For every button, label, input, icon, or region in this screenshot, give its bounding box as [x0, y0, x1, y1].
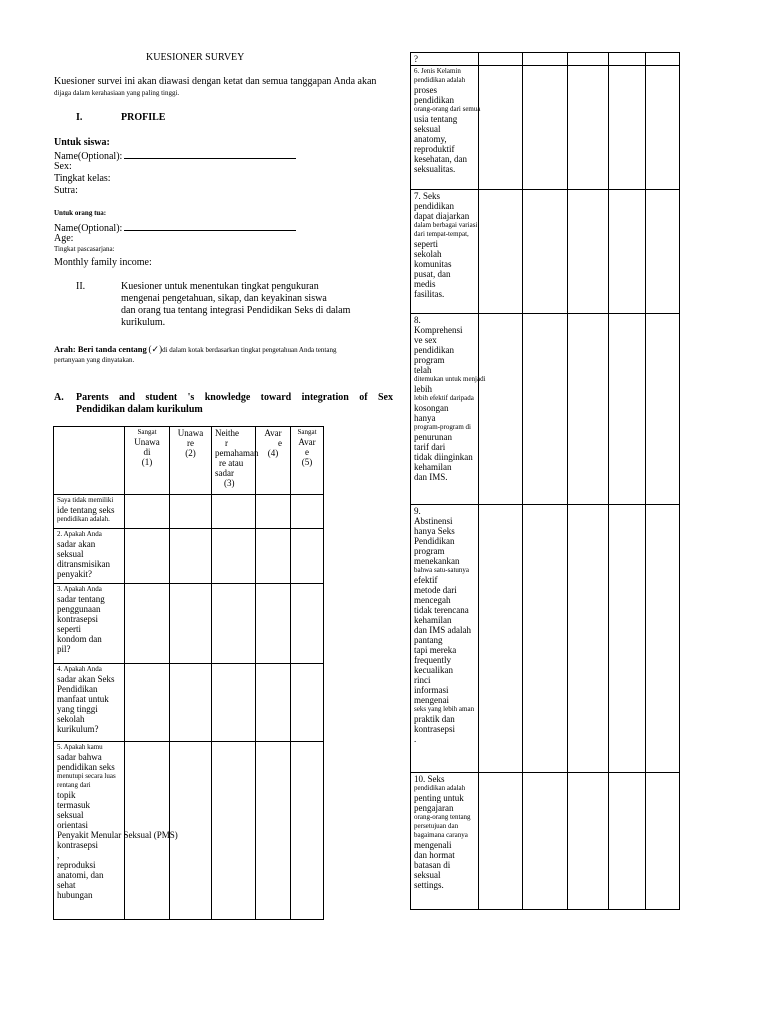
question-text: settings.	[414, 880, 444, 890]
question-text: Abstinensi	[414, 516, 453, 526]
students-heading: Untuk siswa:	[54, 137, 110, 148]
question-text: 2. Apakah Anda	[57, 530, 102, 538]
parents-heading: Untuk orang tua:	[54, 209, 107, 217]
table-row	[54, 529, 324, 584]
question-text: mengenai	[414, 695, 449, 705]
question-text: tapi mereka	[414, 645, 457, 655]
header-text: (3)	[224, 478, 235, 488]
answer-cell-5[interactable]	[646, 505, 680, 773]
question-text: penggunaan	[57, 604, 101, 614]
question-text: sadar akan Seks	[57, 674, 115, 684]
direction-text	[54, 345, 336, 355]
parent-name-field[interactable]	[54, 221, 296, 235]
question-text: sehat	[57, 880, 76, 890]
question-text: penting untuk	[414, 793, 464, 803]
question-text: pendidikan adalah.	[57, 515, 110, 523]
header-text: (4)	[267, 448, 279, 458]
answer-cell-2[interactable]	[170, 529, 212, 584]
question-text: orang-orang dari semua	[414, 105, 481, 113]
question-cell	[54, 584, 125, 664]
question-cell	[54, 664, 125, 742]
answer-cell-4[interactable]	[609, 53, 646, 66]
question-text: reproduksi	[57, 860, 96, 870]
question-text: sadar bahwa	[57, 752, 102, 762]
question-text: Komprehensi	[414, 325, 463, 335]
question-text: 6. Jenis Kelamin	[414, 67, 461, 75]
question-text: medis	[414, 279, 436, 289]
question-text: proses	[414, 85, 437, 95]
header-aware	[256, 427, 291, 495]
knowledge-table-continued	[410, 52, 680, 910]
section-2-line-4: kurikulum.	[121, 317, 166, 328]
answer-cell-2[interactable]	[523, 314, 568, 505]
header-text: Avar	[264, 428, 282, 438]
question-text: seksual	[414, 124, 441, 134]
question-text: bagaimana caranya	[414, 831, 468, 839]
question-text: pendidikan seks	[57, 762, 115, 772]
answer-cell-5[interactable]	[291, 529, 324, 584]
question-text: 9.	[414, 506, 421, 516]
question-text: bahwa satu-satunya	[414, 566, 470, 574]
answer-cell-2[interactable]	[523, 505, 568, 773]
question-text: rentang dari	[57, 781, 91, 789]
table-row	[411, 66, 680, 190]
question-text: batasan di	[414, 860, 451, 870]
question-text: sadar tentang	[57, 594, 105, 604]
question-text: dan hormat	[414, 850, 455, 860]
student-name-label: Name(Optional):	[54, 151, 123, 162]
question-text: kesehatan, dan	[414, 154, 467, 164]
answer-cell-2[interactable]	[523, 53, 568, 66]
question-cell	[411, 314, 486, 505]
question-text: manfaat untuk	[57, 694, 109, 704]
header-text: re atau	[219, 458, 244, 468]
section-a-heading-2: Pendidikan dalam kurikulum	[76, 404, 203, 415]
question-text: hanya	[414, 413, 436, 423]
answer-cell-5[interactable]	[291, 584, 324, 664]
student-sex-label: Sex:	[54, 161, 72, 172]
question-text: reproduktif	[414, 144, 455, 154]
question-text: seksual	[57, 810, 84, 820]
table-row	[411, 505, 680, 773]
question-text: tidak diinginkan	[414, 452, 473, 462]
question-cell	[411, 66, 479, 190]
question-text: ditemukan untuk menjadi	[414, 375, 486, 383]
student-sutra-label: Sutra:	[54, 185, 78, 196]
question-text: kontrasepsi	[414, 724, 455, 734]
question-text: praktik dan	[414, 714, 455, 724]
question-text: pil?	[57, 644, 71, 654]
intro-text-2: dijaga dalam kerahasiaan yang paling tinggi.	[54, 89, 180, 97]
question-cell	[411, 190, 479, 314]
direction-rest: di dalam kotak berdasarkan tingkat pengetahuan Anda tentang	[162, 346, 337, 354]
answer-cell-1[interactable]	[125, 664, 170, 742]
question-text: seperti	[414, 239, 438, 249]
question-text: informasi	[414, 685, 449, 695]
section-2-line-3: dan orang tua tentang integrasi Pendidikan Seks di dalam	[121, 305, 351, 316]
section-2-line-2: mengenai pengetahuan, sikap, dan keyakinan siswa	[121, 293, 327, 304]
question-text: 4. Apakah Anda	[57, 665, 102, 673]
answer-cell-3[interactable]	[212, 664, 256, 742]
answer-cell-3[interactable]	[212, 584, 256, 664]
question-text: dari tempat-tempat,	[414, 230, 469, 238]
question-text: ditransmisikan	[57, 559, 110, 569]
student-name-field[interactable]	[54, 149, 296, 163]
student-grade-label: Tingkat kelas:	[54, 173, 111, 184]
answer-cell-5[interactable]	[646, 66, 680, 190]
header-text: Sangat	[297, 428, 317, 436]
question-text: ?	[414, 54, 418, 64]
question-text: Pendidikan	[57, 684, 98, 694]
answer-cell-3[interactable]	[568, 314, 609, 505]
answer-cell-1[interactable]	[479, 505, 523, 773]
question-cell	[411, 773, 479, 910]
table-row	[411, 314, 680, 505]
question-text: tidak terencana	[414, 605, 469, 615]
question-text: yang tinggi	[57, 704, 98, 714]
question-text: kondom dan	[57, 634, 102, 644]
parent-name-label: Name(Optional):	[54, 223, 123, 234]
section-2-line-1: Kuesioner untuk menentukan tingkat pengukuran	[121, 281, 319, 292]
section-1-heading: PROFILE	[121, 112, 166, 123]
question-text: termasuk	[57, 800, 90, 810]
question-text: seks yang lebih aman	[414, 705, 475, 713]
question-text: 7. Seks	[414, 191, 441, 201]
question-text: persetujuan dan	[414, 822, 459, 830]
student-name-line	[124, 149, 296, 159]
table-row	[54, 664, 324, 742]
question-text: mencegah	[414, 595, 451, 605]
direction-label: Arah: Beri tanda centang	[54, 344, 147, 354]
header-text: Sangat	[137, 428, 157, 436]
answer-cell-1[interactable]	[125, 529, 170, 584]
header-text: r	[225, 438, 228, 448]
section-2-number: II.	[76, 281, 86, 292]
document-title: KUESIONER SURVEY	[146, 52, 245, 63]
answer-cell-5[interactable]	[646, 53, 680, 66]
question-text: 8.	[414, 315, 421, 325]
answer-cell-2[interactable]	[523, 773, 568, 910]
table-row	[411, 773, 680, 910]
question-text: seperti	[57, 624, 81, 634]
answer-cell-5[interactable]	[646, 314, 680, 505]
answer-cell-4[interactable]	[256, 742, 291, 920]
answer-cell-5[interactable]	[291, 742, 324, 920]
answer-cell-1[interactable]	[479, 53, 523, 66]
question-text: seksual	[57, 549, 84, 559]
parent-age-label: Age:	[54, 233, 74, 244]
question-text: menutupi secara luas	[57, 772, 116, 780]
question-text: dalam berbagai variasi	[414, 221, 478, 229]
header-text: re	[187, 438, 194, 448]
header-question-cell	[54, 427, 125, 495]
table-row	[54, 742, 324, 920]
checkmark-icon: (✓)	[148, 344, 163, 354]
table-row	[54, 495, 324, 529]
question-text: seksualitas.	[414, 164, 456, 174]
answer-cell-5[interactable]	[291, 664, 324, 742]
header-text: (1)	[141, 457, 153, 467]
answer-cell-1[interactable]	[479, 314, 523, 505]
question-text: orientasi	[57, 820, 88, 830]
table-header-row	[54, 427, 324, 495]
parent-name-line	[124, 221, 296, 231]
table-row	[411, 190, 680, 314]
question-cell	[411, 505, 479, 773]
question-text: kehamilan	[414, 615, 452, 625]
question-text: Penyakit Menular Seksual (PMS)	[57, 830, 178, 840]
question-text: seksual	[414, 870, 441, 880]
answer-cell-5[interactable]	[646, 773, 680, 910]
question-text: program	[414, 546, 445, 556]
knowledge-table	[53, 426, 324, 920]
answer-cell-3[interactable]	[568, 190, 609, 314]
question-text: kosongan	[414, 403, 449, 413]
question-text: lebih efektif daripada	[414, 394, 474, 402]
header-text: Unawa	[134, 437, 160, 447]
answer-cell-5[interactable]	[646, 190, 680, 314]
question-text: kontrasepsi	[57, 840, 98, 850]
parent-income-label: Monthly family income:	[54, 257, 152, 268]
question-text: pendidikan	[414, 201, 454, 211]
header-text: Neithe	[215, 428, 239, 438]
question-text: ve sex	[414, 335, 437, 345]
answer-cell-3[interactable]	[568, 66, 609, 190]
question-cell	[54, 742, 178, 920]
question-text: pendidikan adalah	[414, 76, 466, 84]
answer-cell-2[interactable]	[170, 495, 212, 529]
header-unaware	[170, 427, 212, 495]
question-text: Saya tidak memiliki	[57, 496, 114, 504]
answer-cell-3[interactable]	[568, 505, 609, 773]
answer-cell-4[interactable]	[256, 529, 291, 584]
section-a-heading: Parents and student 's knowledge toward integration of Sex	[76, 392, 393, 403]
header-text: (2)	[185, 448, 196, 458]
question-text: usia tentang	[414, 114, 458, 124]
question-text: topik	[57, 790, 76, 800]
answer-cell-5[interactable]	[291, 495, 324, 529]
question-text: dan IMS.	[414, 472, 448, 482]
section-1-number: I.	[76, 112, 83, 123]
question-text: anatomi, dan	[57, 870, 104, 880]
header-very-aware	[291, 427, 324, 495]
question-text: komunitas	[414, 259, 452, 269]
question-text: pendidikan	[414, 345, 454, 355]
question-text: tarif dari	[414, 442, 446, 452]
question-text: program	[414, 355, 445, 365]
question-text: pendidikan adalah	[414, 784, 466, 792]
answer-cell-3[interactable]	[212, 495, 256, 529]
question-text: ide tentang seks	[57, 505, 115, 515]
question-text: fasilitas.	[414, 289, 445, 299]
answer-cell-2[interactable]	[523, 190, 568, 314]
question-text: sekolah	[57, 714, 85, 724]
question-text: Pendidikan	[414, 536, 455, 546]
question-text: hanya Seks	[414, 526, 455, 536]
question-text: pantang	[414, 635, 443, 645]
answer-cell-1[interactable]	[125, 495, 170, 529]
question-text: program-program di	[414, 423, 471, 431]
header-very-unaware	[125, 427, 170, 495]
question-text: pengajaran	[414, 803, 454, 813]
question-text: 10. Seks	[414, 774, 445, 784]
answer-cell-4[interactable]	[609, 314, 646, 505]
answer-cell-2[interactable]	[170, 584, 212, 664]
question-text: sadar akan	[57, 539, 96, 549]
question-text: .	[414, 734, 417, 744]
answer-cell-1[interactable]	[479, 190, 523, 314]
question-text: penurunan	[414, 432, 452, 442]
answer-cell-4[interactable]	[609, 66, 646, 190]
question-text: hubungan	[57, 890, 93, 900]
question-text: penyakit?	[57, 569, 92, 579]
question-text: 3. Apakah Anda	[57, 585, 102, 593]
answer-cell-3[interactable]	[568, 773, 609, 910]
question-text: sekolah	[414, 249, 442, 259]
answer-cell-4[interactable]	[256, 584, 291, 664]
question-text: dapat diajarkan	[414, 211, 470, 221]
question-text: pusat, dan	[414, 269, 451, 279]
header-text: sadar	[215, 468, 234, 478]
question-text: orang-orang tentang	[414, 813, 471, 821]
question-text: metode dari	[414, 585, 457, 595]
header-text: (5)	[301, 457, 313, 467]
question-text: kecualikan	[414, 665, 453, 675]
header-text: e	[278, 438, 282, 448]
question-text: dan IMS adalah	[414, 625, 471, 635]
question-cell	[54, 529, 125, 584]
question-text: kontrasepsi	[57, 614, 98, 624]
question-text: kehamilan	[414, 462, 452, 472]
answer-cell-2[interactable]	[170, 664, 212, 742]
question-text: menekankan	[414, 556, 460, 566]
answer-cell-4[interactable]	[256, 495, 291, 529]
header-text: Avar	[298, 437, 316, 447]
answer-cell-2[interactable]	[523, 66, 568, 190]
header-text: di	[143, 447, 151, 457]
answer-cell-1[interactable]	[479, 773, 523, 910]
question-text: ,	[57, 850, 60, 860]
question-text: pendidikan	[414, 95, 454, 105]
header-text: Unawa	[177, 428, 204, 438]
answer-cell-4[interactable]	[256, 664, 291, 742]
answer-cell-3[interactable]	[568, 53, 609, 66]
table-row	[54, 584, 324, 664]
question-text: lebih	[414, 384, 432, 394]
answer-cell-1[interactable]	[125, 584, 170, 664]
header-text: e	[305, 447, 309, 457]
question-text: mengenali	[414, 840, 452, 850]
answer-cell-4[interactable]	[609, 190, 646, 314]
question-text: rinci	[414, 675, 431, 685]
direction-text-2: pertanyaan yang dinyatakan.	[54, 356, 135, 364]
question-cell	[411, 53, 479, 66]
intro-text: Kuesioner survei ini akan diawasi dengan ketat dan semua tanggapan Anda akan	[54, 76, 377, 87]
question-text: frequently	[414, 655, 451, 665]
answer-cell-3[interactable]	[212, 742, 256, 920]
answer-cell-4[interactable]	[609, 773, 646, 910]
question-text: anatomy,	[414, 134, 447, 144]
question-cell	[54, 495, 125, 529]
answer-cell-1[interactable]	[479, 66, 523, 190]
question-text: telah	[414, 365, 432, 375]
question-text: kurikulum?	[57, 724, 99, 734]
table-row	[411, 53, 680, 66]
question-text: efektif	[414, 575, 438, 585]
header-text: pemahaman	[215, 448, 259, 458]
question-text: 5. Apakah kamu	[57, 743, 103, 751]
parent-postgrad-label: Tingkat pascasarjana:	[54, 245, 115, 253]
answer-cell-4[interactable]	[609, 505, 646, 773]
header-neither	[212, 427, 259, 495]
section-a-letter: A.	[54, 392, 64, 403]
answer-cell-3[interactable]	[212, 529, 256, 584]
